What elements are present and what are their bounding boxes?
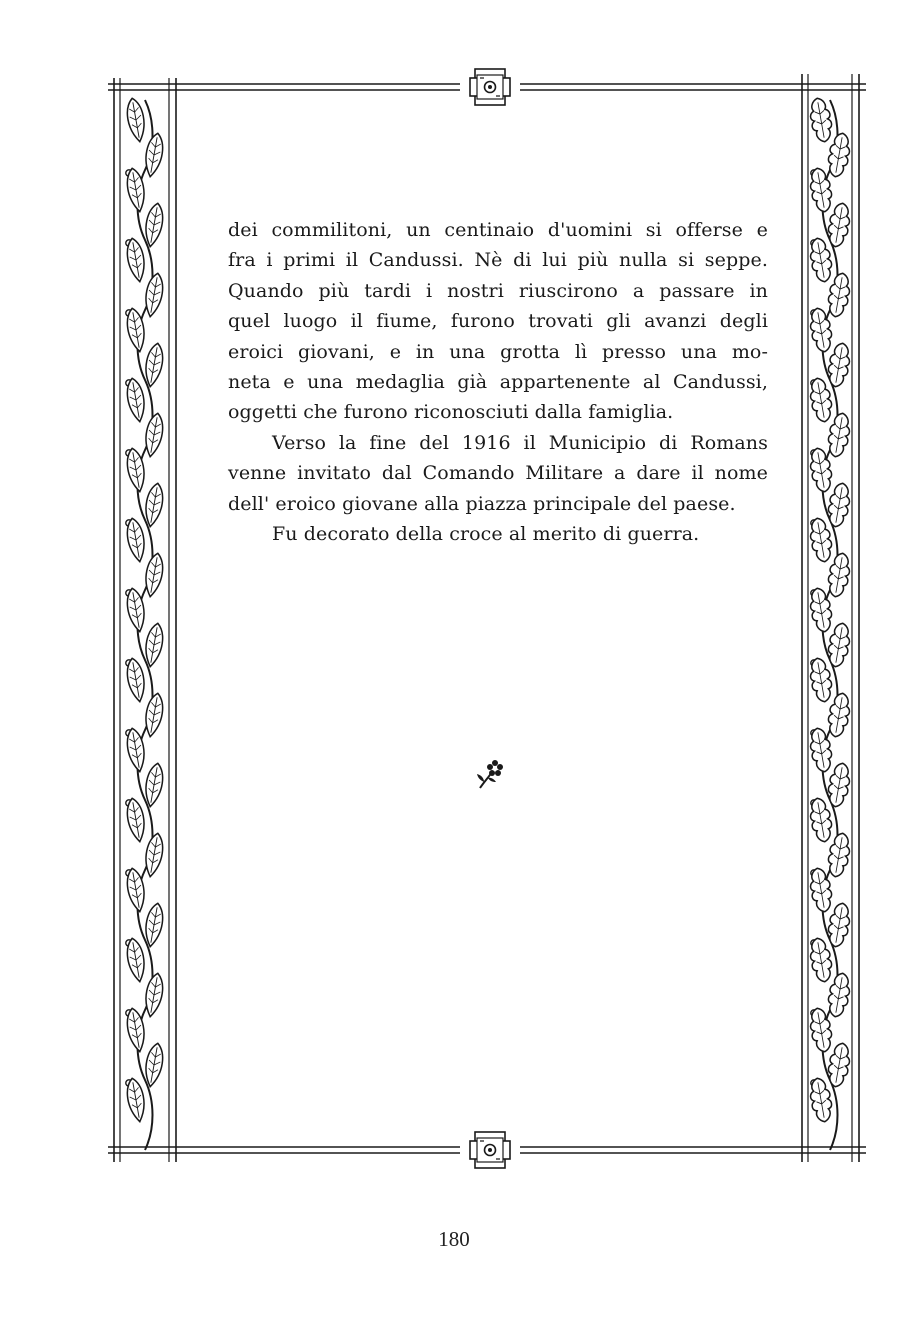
- text-line: eroici giovani, e in una grotta lì presso una mo-: [228, 340, 768, 363]
- vine-leaf: [142, 552, 165, 598]
- vine-leaf: [142, 832, 165, 878]
- text-line: Verso la fine del 1916 il Municipio di Romans: [272, 431, 768, 454]
- bottom-cross-emblem-icon: [470, 1132, 510, 1168]
- text-line: Quando più tardi i nostri riuscirono a passare in: [228, 279, 768, 302]
- vine-leaf: [124, 97, 147, 143]
- top-cross-emblem-icon: [470, 69, 510, 105]
- text-line: fra i primi il Candussi. Nè di lui più nulla si seppe.: [228, 249, 768, 272]
- text-line: venne invitato dal Comando Militare a dare il nome: [228, 462, 768, 485]
- vine-leaf: [142, 132, 165, 178]
- vine-leaf: [808, 97, 835, 144]
- text-line: neta e una medaglia già appartenente al Candussi,: [228, 371, 768, 394]
- left-vine-border: [124, 97, 165, 1150]
- text-line: dei commilitoni, un centinaio d'uomini si offerse e: [228, 219, 768, 241]
- text-line: Fu decorato della croce al merito di guerra.: [272, 523, 700, 546]
- vine-leaf: [142, 972, 165, 1018]
- vine-leaf: [142, 692, 165, 738]
- text-line: dell' eroico giovane alla piazza principale del paese.: [228, 492, 736, 515]
- body-text: [228, 215, 768, 549]
- text-line: oggetti che furono riconosciuti dalla famiglia.: [228, 401, 674, 424]
- text-line: quel luogo il fiume, furono trovati gli avanzi degli: [228, 310, 768, 333]
- page-number: 180: [438, 1227, 470, 1251]
- right-vine-border: [808, 97, 853, 1150]
- vine-leaf: [142, 272, 165, 318]
- vine-leaf: [142, 412, 165, 458]
- flower-sprig-icon: [474, 758, 506, 792]
